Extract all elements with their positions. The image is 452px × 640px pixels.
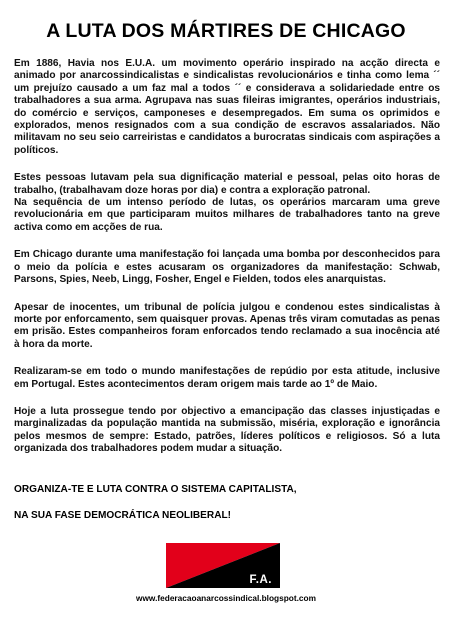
paragraph-1886-movement: Em 1886, Havia nos E.U.A. um movimento operário inspirado na acção directa e animado por anarcossindicalistas e sindicalistas revolucionários e tinha como lema ´´ um prejuízo causado a um faz mal a todos ´´ e considerava a solidariedade entre os trabalhadores a sua arma. Agrupava nas suas fileiras imigrantes, operários industriais, do comércio e serviços, camponeses e desempregados. Em suma os oprimidos e explorados, menos resignados com a sua condição de escravos assalariados. Não militavam no seu seio carreiristas e candidatos a burocratas sindicais com aspirações a políticos. (14, 58, 440, 156)
paragraph-protests: Realizaram-se em todo o mundo manifestações de repúdio por esta atitude, inclusive em Portugal. Estes acontecimentos deram origem mais tarde ao 1º de Maio. (14, 366, 440, 390)
leaflet-body (14, 58, 440, 471)
fa-logo-label: F.A. (249, 574, 272, 586)
blog-url: www.federacaoanarcossindical.blogspot.com (136, 593, 316, 603)
fa-flag-logo (166, 543, 280, 588)
paragraph-chicago-bomb: Em Chicago durante uma manifestação foi lançada uma bomba por desconhecidos para o meio da polícia e estes acusaram os organizadores da manifestação: Schwab, Parsons, Spies, Neeb, Lingg, Fosher, Engel e Fielden, todos eles anarquistas. (14, 249, 440, 286)
paragraph-struggle-today: Hoje a luta prossegue tendo por objectivo a emancipação das classes injustiçadas e marginalizadas da população mantida na submissão, miséria, exploração e ignorância pelos mesmos de sempre: Estado, patrões, líderes políticos e religiosos. Só a luta organizada dos trabalhadores podem mudar a situação. (14, 405, 440, 455)
leaflet-title: A LUTA DOS MÁRTIRES DE CHICAGO (46, 20, 406, 42)
slogan-neoliberal: NA SUA FASE DEMOCRÁTICA NEOLIBERAL! (14, 510, 232, 521)
slogan-organize: ORGANIZA-TE E LUTA CONTRA O SISTEMA CAPITALISTA, (14, 484, 297, 495)
paragraph-strike: Na sequência de um intenso período de lutas, os operários marcaram uma greve revolucionária em que participaram muitos milhares de trabalhadores tanto na greve activa como em acções de rua. (14, 197, 440, 233)
paragraph-trial: Apesar de inocentes, um tribunal de polícia julgou e condenou estes sindicalistas à morte por enforcamento, sem quaisquer provas. Apenas três viram comutadas as penas em prisão. Estes companheiros foram enforcados tendo reclamado a sua inocência até à hora da morte. (14, 301, 440, 350)
paragraph-eight-hours: Estes pessoas lutavam pela sua dignificação material e pessoal, pelas oito horas de trabalho, (trabalhavam doze horas por dia) e contra a exploração patronal. (14, 172, 440, 196)
